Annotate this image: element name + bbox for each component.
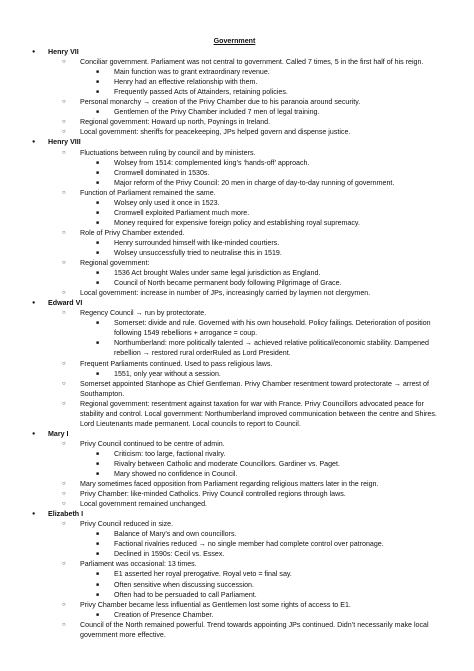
outline — [31, 47, 438, 640]
sub-point-list — [94, 529, 438, 559]
point-item — [62, 479, 438, 489]
sub-point-list — [94, 610, 438, 620]
point-item — [62, 489, 438, 499]
point-item — [62, 97, 438, 117]
point-item — [62, 359, 438, 379]
sub-point-item: ■ Council of North became permanent body following Pilgrimage of Grace. — [94, 278, 438, 288]
point-item — [62, 620, 438, 640]
point-text: Privy Council reduced in size. — [80, 520, 174, 529]
section-heading: Mary I — [48, 429, 69, 438]
sub-point-item: ■ Factional rivalries reduced → no single member had complete control over patronage. — [94, 539, 438, 549]
point-item — [62, 499, 438, 509]
point-item — [62, 600, 438, 620]
sub-point-item: ■ Frequently passed Acts of Attainders, retaining policies. — [94, 87, 438, 97]
section-heading: Henry VII — [48, 48, 79, 57]
sub-point-item: ■ Wolsey unsuccessfully tried to neutralise this in 1519. — [94, 248, 438, 258]
document-title: Government — [213, 37, 256, 45]
sub-point-item: ■ Creation of Presence Chamber. — [94, 610, 438, 620]
section — [31, 137, 438, 298]
sub-point-item: ■ Wolsey from 1514: complemented king’s ‘hands-off’ approach. — [94, 158, 438, 168]
point-text: Frequent Parliaments continued. Used to pass religious laws. — [80, 359, 273, 368]
sub-point-item: ■ Gentlemen of the Privy Chamber included 7 men of legal training. — [94, 107, 438, 117]
point-text: Local government: increase in number of JPs, increasingly carried by laymen not clergymen. — [80, 289, 371, 298]
sub-point-list — [94, 318, 438, 358]
sub-point-item: ■ E1 asserted her royal prerogative. Royal veto = final say. — [94, 569, 438, 579]
point-item — [62, 188, 438, 228]
point-item — [62, 379, 438, 399]
point-text: Privy Chamber became less influential as Gentlemen lost some rights of access to E1. — [80, 600, 351, 609]
point-text: Role of Privy Chamber extended. — [80, 228, 185, 237]
point-text: Personal monarchy → creation of the Privy Chamber due to his paranoia around security. — [80, 98, 361, 107]
section — [31, 47, 438, 137]
sub-point-item: ■ Criticism: too large, factional rivalry. — [94, 449, 438, 459]
sub-point-item: ■ Often had to be persuaded to call Parliament. — [94, 590, 438, 600]
point-text: Privy Council continued to be centre of admin. — [80, 439, 225, 448]
point-item — [62, 439, 438, 479]
point-item — [62, 127, 438, 137]
sub-point-list — [94, 569, 438, 599]
point-list — [62, 57, 438, 137]
point-text: Local government remained unchanged. — [80, 500, 207, 509]
sub-point-item: ■ Henry surrounded himself with like-minded courtiers. — [94, 238, 438, 248]
sub-point-item: ■ Wolsey only used it once in 1523. — [94, 198, 438, 208]
point-text: Council of the North remained powerful. Trend towards appointing JPs continued. Didn’t necessarily make local government more effective. — [80, 620, 429, 639]
point-item — [62, 228, 438, 258]
sub-point-list — [94, 67, 438, 97]
point-list — [62, 148, 438, 299]
sub-point-item: ■ Often sensitive when discussing succession. — [94, 580, 438, 590]
point-text: Regency Council → run by protectorate. — [80, 309, 207, 318]
sub-point-item: ■ 1536 Act brought Wales under same legal jurisdiction as England. — [94, 268, 438, 278]
sub-point-list — [94, 238, 438, 258]
sub-point-item: ■ Mary showed no confidence in Council. — [94, 469, 438, 479]
sub-point-list — [94, 107, 438, 117]
point-item — [62, 308, 438, 358]
sub-point-item: ■ Somerset: divide and rule. Governed with his own household. Policy failings. Deterioration of position following 1549 rebellions + arrogance = coup. — [94, 318, 438, 338]
sub-point-item: ■ Rivalry between Catholic and moderate Councillors. Gardiner vs. Paget. — [94, 459, 438, 469]
sub-point-item: ■ Cromwell dominated in 1530s. — [94, 168, 438, 178]
point-item — [62, 288, 438, 298]
point-text: Fluctuations between ruling by council and by ministers. — [80, 148, 256, 157]
point-text: Regional government: Howard up north, Poynings in Ireland. — [80, 118, 271, 127]
section-heading: Elizabeth I — [48, 510, 84, 519]
point-text: Regional government: resentment against taxation for war with France. Privy Councillors advocated peace for stability and control. Local government: Northumberland improved communication between the centre and Shires. Lord Lieutenants made permanent. Local councils to report to Council. — [80, 399, 437, 428]
sub-point-item: ■ 1551, only year without a session. — [94, 369, 438, 379]
point-item — [62, 148, 438, 188]
sub-point-item: ■ Major reform of the Privy Council: 20 men in charge of day-to-day running of government. — [94, 178, 438, 188]
point-item — [62, 519, 438, 559]
point-item — [62, 258, 438, 288]
point-text: Mary sometimes faced opposition from Parliament regarding religious matters later in the reign. — [80, 480, 379, 489]
point-text: Parliament was occasional: 13 times. — [80, 560, 197, 569]
point-list — [62, 519, 438, 640]
section — [31, 429, 438, 509]
sub-point-item: ■ Cromwell exploited Parliament much more. — [94, 208, 438, 218]
sub-point-item: ■ Money required for expensive foreign policy and establishing royal supremacy. — [94, 218, 438, 228]
point-text: Conciliar government. Parliament was not central to government. Called 7 times, 5 in the first half of his reign. — [80, 58, 424, 67]
point-list — [62, 439, 438, 509]
sub-point-item: ■ Balance of Mary’s and own councillors. — [94, 529, 438, 539]
point-item — [62, 57, 438, 97]
point-list — [62, 308, 438, 429]
point-text: Function of Parliament remained the same. — [80, 188, 216, 197]
sub-point-list — [94, 198, 438, 228]
sub-point-list — [94, 449, 438, 479]
sub-point-list — [94, 158, 438, 188]
sub-point-list — [94, 268, 438, 288]
point-item — [62, 399, 438, 429]
point-text: Privy Chamber: like-minded Catholics. Privy Council controlled regions through laws. — [80, 490, 346, 499]
point-item — [62, 559, 438, 599]
sub-point-item: ■ Henry had an effective relationship with them. — [94, 77, 438, 87]
point-text: Local government: sheriffs for peacekeeping, JPs helped govern and dispense justice. — [80, 128, 351, 137]
sub-point-list — [94, 369, 438, 379]
section — [31, 509, 438, 640]
section-heading: Edward VI — [48, 299, 83, 308]
sub-point-item: ■ Declined in 1590s: Cecil vs. Essex. — [94, 549, 438, 559]
point-text: Somerset appointed Stanhope as Chief Gentleman. Privy Chamber resentment toward protectorate → arrest of Southampton. — [80, 379, 429, 398]
sub-point-item: ■ Main function was to grant extraordinary revenue. — [94, 67, 438, 77]
section-heading: Henry VIII — [48, 138, 81, 147]
point-item — [62, 117, 438, 127]
point-text: Regional government: — [80, 259, 150, 268]
sub-point-item: ■ Northumberland: more politically talented → achieved relative political/economic stability. Dampened rebellion → restored rural orderRuled as Lord President. — [94, 338, 438, 358]
section — [31, 298, 438, 429]
